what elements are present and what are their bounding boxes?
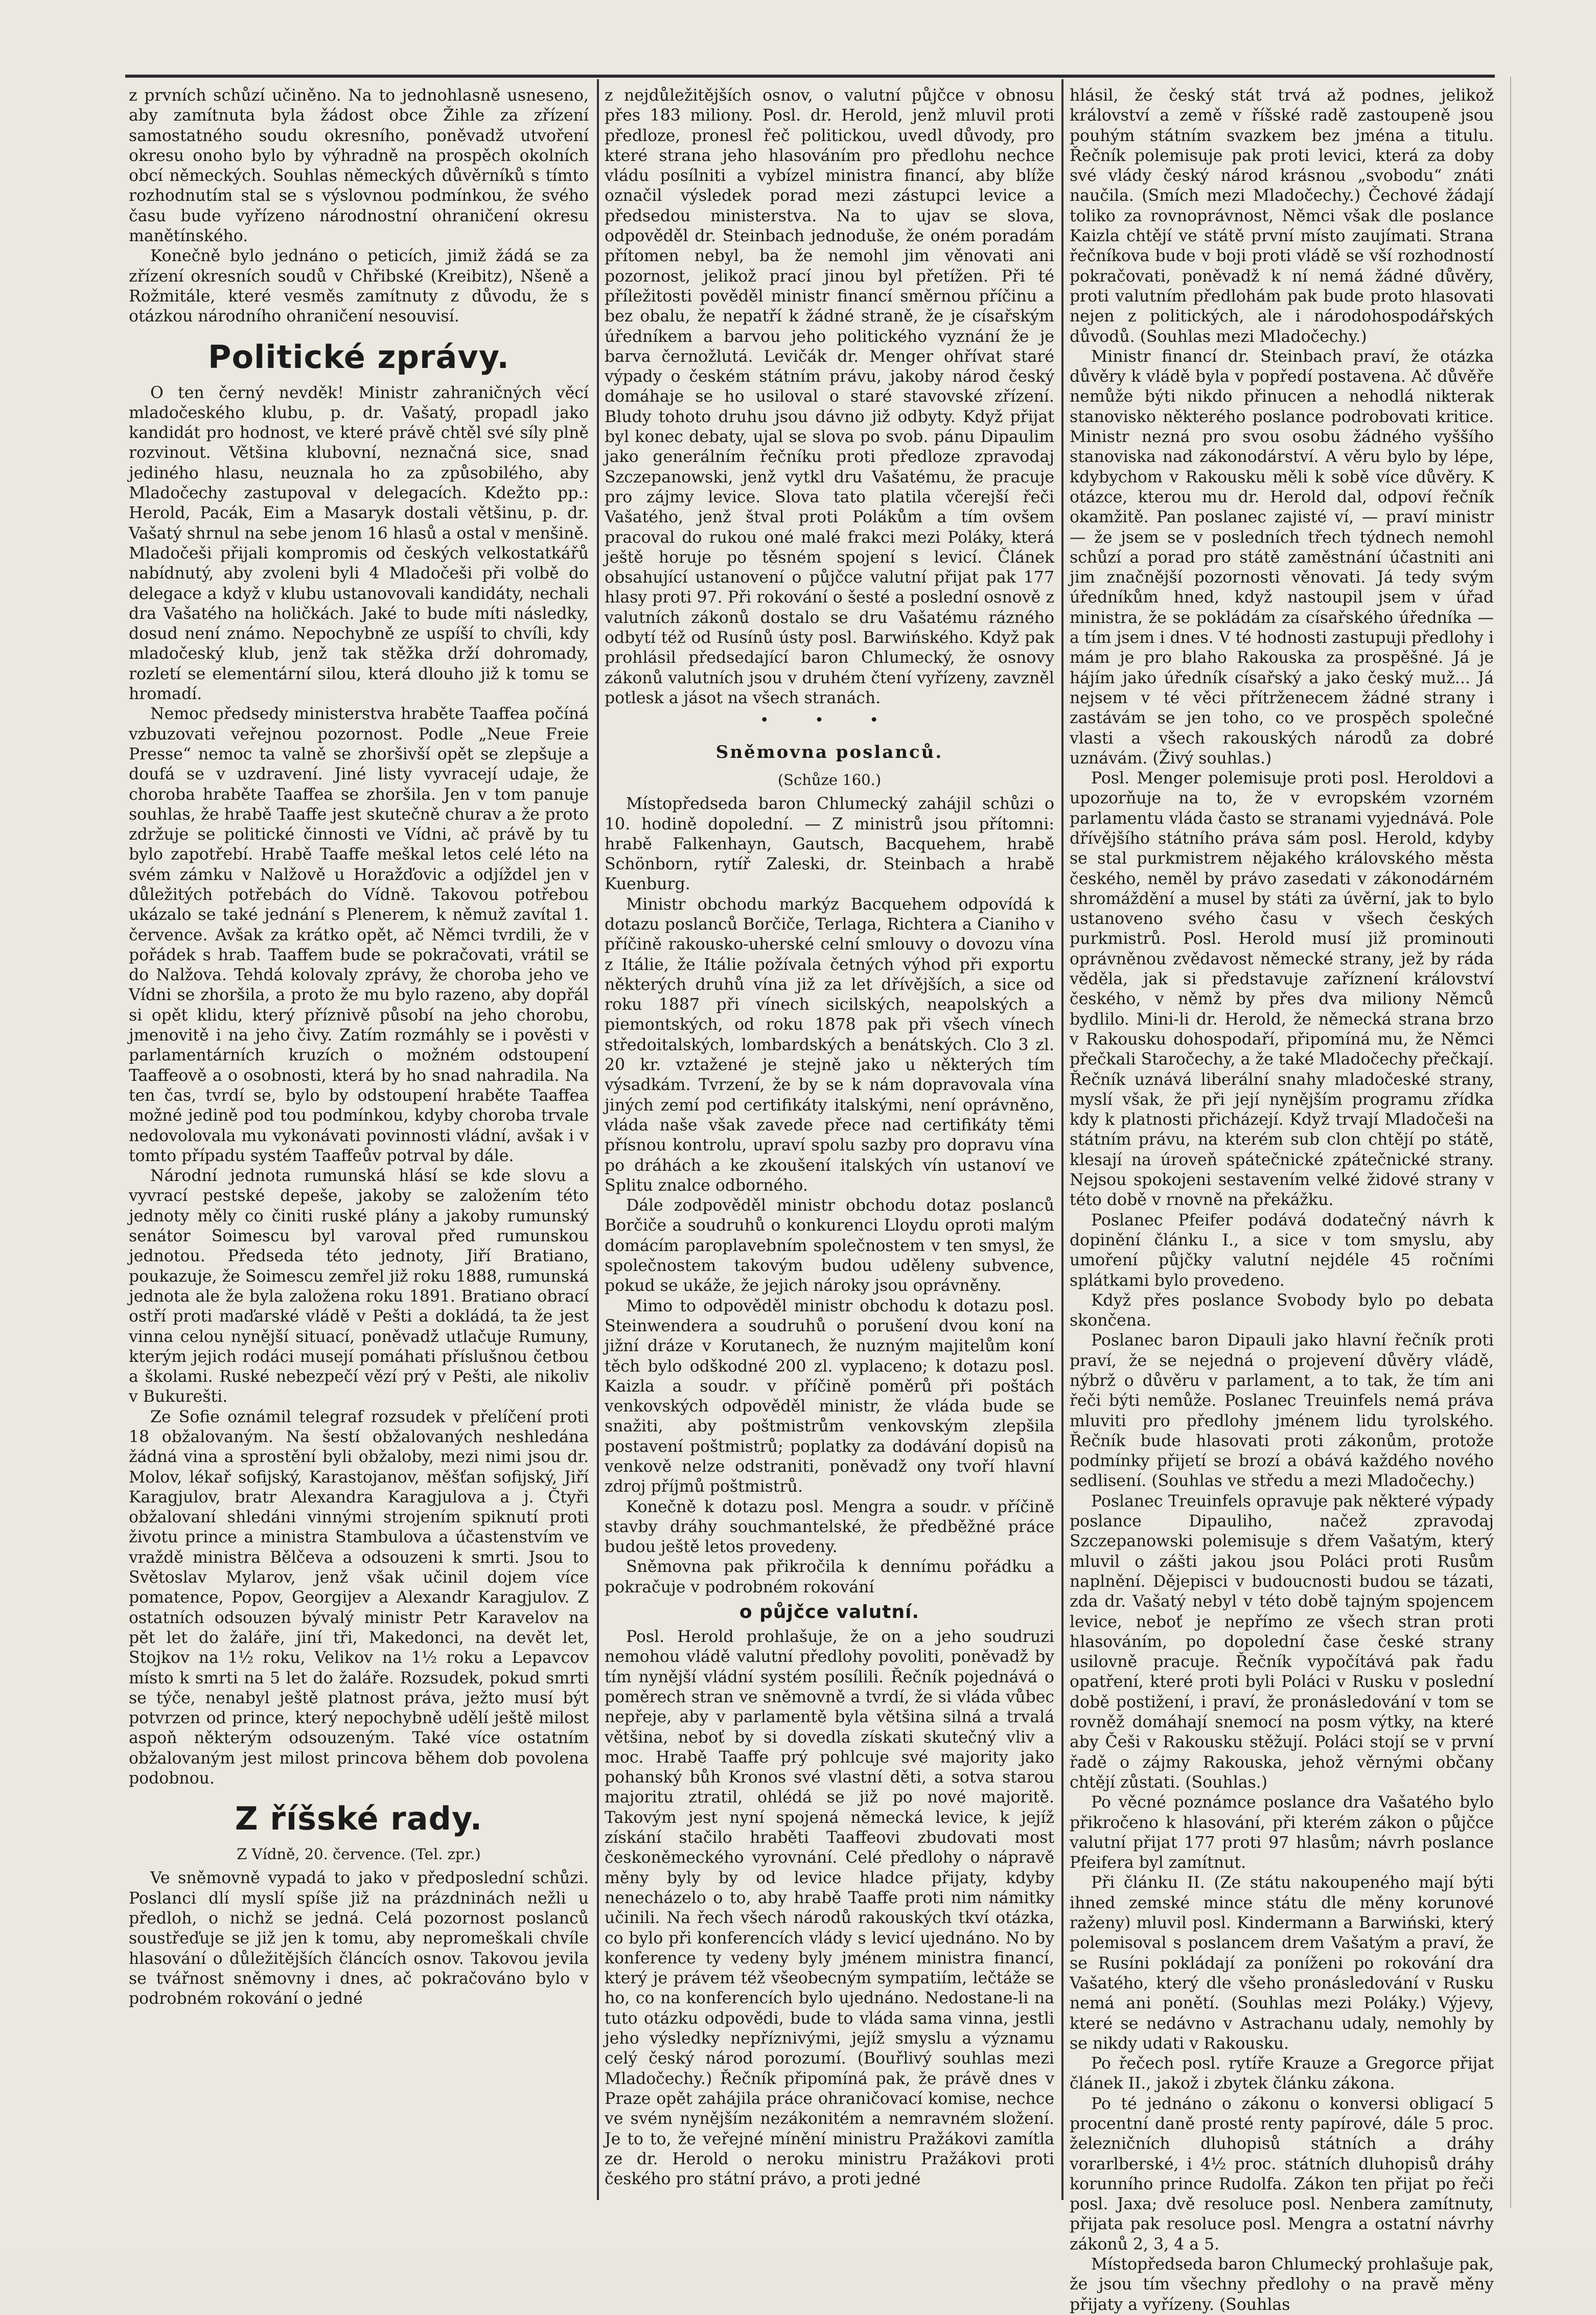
paragraph: Nemoc předsedy ministerstva hraběte Taaffea počíná vzbuzovati veřejnou pozornost. Podle „Neue Freie Presse“ nemoc ta valně se zhoršivší opět se zlepšuje a doufá se v uzdravení. Jiné listy vyvracejí udaje, že choroba hraběte Taaffea se zhoršila. Jen v tom panuje souhlas, že hrabě Taaffe jest skutečně churav a že proto zdržuje se politické činnosti ve Vídni, ač právě by tu bylo zapotřebí. Hrabě Taaffe meškal letos celé léto na svém zámku v Nalžově u Horažďovic a odjíždel jen v důležitých potřebách do Vídně. Takovou potřebou ukázalo se také jednání s Plenerem, k němuž zavítal 1. července. Avšak za krátko opět, ač Němci tvrdili, že v pořádek s hrab. Taaffem bude se pokračovati, vrátil se do Nalžova. Tehdá kolovaly zprávy, že choroba jeho ve Vídni se zhoršila, a proto že mu bylo razeno, aby dopřál si opět klidu, který příznivě působí na jeho chorobu, jmenovitě i na jeho čivy. Zatím rozmáhly se i pověsti v parlamentárních kruzích o možném odstoupení Taaffeově a o osobnosti, která by ho snad nahradila. Na ten čas, tvrdí se, bylo by odstoupení hraběte Taaffea možné jedině pod tou podmínkou, kdyby choroba trvale nedovolovala mu vykonávati povinnosti vládní, avšak i v tomto případu systém Taaffeův potrval by dále. — [129, 705, 589, 1165]
dateline: Z Vídně, 20. července. (Tel. zpr.) — [237, 1845, 481, 1863]
paragraph: Posl. Menger polemisuje proti posl. Heroldovi a upozorňuje na to, že v evropském vzorném parlamentu vláda často se stranami vyjednává. Pole dřívějšího státního práva sám posl. Herold, kdyby se stal purkmistrem nějakého královského města českého, neměl by právo zasedati v zákonodárném shromáždění a musel by státi za úvěrní, jak to bylo ustanoveno svého času v všech českých purkmistrů. Posl. Herold musí již prominouti oprávněnou zvědavost německé strany, jež by ráda věděla, jak si představuje zaříznení království českého, v němž by přes dva miliony Němců bydlilo. Mini-li dr. Herold, že německá strana brzo v Rakousku dohospodaří, připomíná mu, že Němci přečkali Staročechy, a že také Mladočechy přečkají. Řečník uznává liberální snahy mladočeské strany, myslí však, že při její nynějším programu zřídka kdy k platnosti přicházejí. Když trvají Mladočeši na státním právu, na kterém sub clon chtějí po státě, klesají na úroveň spátečnické zpátečnické strany. Nejsou spokojeni sestavením velké židové strany v této době v rnovně na překážku. — [1070, 769, 1494, 1210]
column-1 — [129, 86, 589, 2202]
column-divider-2 — [1061, 79, 1063, 2200]
column-3 — [1070, 86, 1494, 2314]
paragraph: Poslanec Pfeifer podává dodatečný návrh k dopinění článku I., a sice v tom smyslu, aby umoření půjčky valutní nejdéle 45 ročními splátkami bylo provedeno. — [1070, 1211, 1494, 1290]
paragraph: Konečně bylo jednáno o peticích, jimiž žádá se za zřízení okresních soudů v Chřibské (Kreibitz), Nšeně a Rožmitále, které vesměs zamítnuty z důvodu, že s otázkou národního ohraničení nesouvisí. — [129, 247, 589, 326]
paragraph: Ministr obchodu markýz Bacquehem odpovídá k dotazu poslanců Borčiče, Terlaga, Richtera a Cianiho v příčině rakousko-uherské celní smlouvy o dovozu vína z Itálie, že Itálie požívala četných výhod při exportu některých druhů vína již za let dřívějších, a sice od roku 1887 při vínech sicilských, neapolských a piemontských, od roku 1878 pak při všech vínech středoitalských, lombardských a benátských. Clo 3 zl. 20 kr. vztažené je stejně jako u některých tím výsadkám. Tvrzení, že by se k nám dopravovala vína jiných zemí pod certifikáty italskými, není oprávněno, vláda naše však zavede přece nad certifikáty těmi přísnou kontrolu, upraví spolu sazby pro dopravu vína po dráhách a ke zkoušení italských vín ustanoví ve Splitu znalce odborného. — [605, 895, 1054, 1195]
section-heading-political-news: Politické zprávy. — [208, 338, 510, 376]
paragraph: Dále zodpověděl ministr obchodu dotaz poslanců Borčiče a soudruhů o konkurenci Lloydu oproti malým domácím paroplavebním společnostem v ten smysl, že společnostem takovým budou uděleny subvence, pokud se ukáže, že jejich nároky jsou oprávněny. — [605, 1196, 1054, 1295]
section-heading-chamber: Sněmovna poslanců. — [715, 742, 943, 763]
paragraph: Konečně k dotazu posl. Mengra a soudr. v příčině stavby dráhy souchmantelské, že předběžné práce budou ještě letos provedeny. — [605, 1497, 1054, 1557]
paragraph: Poslanec baron Dipauli jako hlavní řečník proti praví, že se nejedná o projevení důvěry vládě, nýbrž o důvěru v parlament, a to tak, že tím ani řeči býti nemůže. Poslanec Treuinfels nemá práva mluviti pro předlohy jménem lidu tyrolského. Řečník bude hlasovati proti zákonům, protože podmínky přijetí se brozí a obává každého nového sedlisení. (Souhlas ve středu a mezi Mladočechy.) — [1070, 1331, 1494, 1491]
paragraph: Ve sněmovně vypadá to jako v předposlední schůzi. Poslanci dlí myslí spíše již na prázdninách nežli u předloh, o nichž se jedná. Celá pozornost poslanců soustřeďuje se již jen k tomu, aby nepromeškali chvíle hlasování o důležitějších článcích osnov. Takovou jevila se tvářnost sněmovny i dnes, ač pokračováno bylo v podrobném rokování o jedné — [129, 1869, 589, 2008]
page-edge — [1510, 77, 1511, 2208]
section-heading-currency-loan: o půjčce valutní. — [739, 1602, 920, 1623]
top-rule — [125, 75, 1495, 78]
paragraph: z prvních schůzí učiněno. Na to jednohlasně usneseno, aby zamítnuta byla žádost obce Žihle za zřízení samostatného soudu okresního, poněvadž utvoření okresu onoho bylo by výhradně na prospěch okolních obcí německých. Souhlas německých důvěrníků s tímto rozhodnutím stal se s výslovnou podmínkou, že svého času bude vyřízeno národnostní ohraničení okresu manětínského. — [129, 86, 589, 246]
paragraph: hlásil, že český stát trvá až podnes, jelikož království a země v říšské radě zastoupeně jsou pouhým státním svazkem bez jména a titulu. Řečník polemisuje pak proti levici, která za doby své vlády český národ krásnou „svobodu“ znáti naučila. (Smích mezi Mladočechy.) Čechové žádají toliko za rovnoprávnost, Němci však dle poslance Kaizla chtějí ve státě první místo zaujímati. Strana řečníkova bude v boji proti vládě se vší rozhodností pokračovati, poněvadž k ní nemá žádné důvěry, proti valutním předlohám pak bude proto hlasovati nejen z politických, ale i národohospodářských důvodů. (Souhlas mezi Mladočechy.) — [1070, 86, 1494, 346]
paragraph: Místopředseda baron Chlumecký prohlašuje pak, že jsou tím všechny předlohy o na pravě měny přijaty a vyřízeny. (Souhlas — [1070, 2255, 1494, 2314]
section-heading-imperial-council: Z říšské rady. — [235, 1800, 483, 1838]
paragraph: Když přes poslance Svobody bylo po debata skončena. — [1070, 1291, 1494, 1330]
paragraph: Po té jednáno o zákonu o konversi obligací 5 procentní daně prosté renty papírové, dále 5 proc. železničních dluhopisů státních a dráhy vorarlberské, i 4½ proc. státních dluhopisů dráhy korunního prince Rudolfa. Zákon ten přijat po řeči posl. Jaxa; dvě resoluce posl. Nenbera zamítnuty, přijata pak resoluce posl. Mengra a ostatní návrhy zákonů 2, 3, 4 a 5. — [1070, 2094, 1494, 2254]
paragraph: Poslanec Treuinfels opravuje pak některé výpady poslance Dipauliho, načež zpravodaj Szczepanowski polemisuje s dřem Vašatým, který mluvil o zášti jakou jsou Poláci proti Rusům naplnění. Dějepisci v budoucnosti budou se tázati, zda dr. Vašatý nebyl v této době tajným spojencem levice, neboť je nepřímo ze všech stran proti hlasováním, po dopolední čase české strany usilovně pracuje. Řečník vypočítává pak řadu opatření, které proti byli Poláci v Rusku v poslední době postižení, i praví, že pronásledování v tom se rovněž domáhají snemocí na posm výtky, na které aby Češi v Rakousku stěžují. Poláci stojí se v první řadě o zájmy Rakouska, jehož věrnými občany chtějí zůstati. (Souhlas.) — [1070, 1492, 1494, 1792]
paragraph: Posl. Herold prohlašuje, že on a jeho soudruzi nemohou vládě valutní předlohy povoliti, poněvadž by tím nynější vládní systém posílili. Řečník pojednává o poměrech stran ve sněmovně a tvrdí, že si vláda vůbec nepřeje, aby v parlamentě byla většina silná a trvalá většina, neboť by si dovedla získati skutečný vliv a moc. Hrabě Taaffe prý pohlcuje své majority jako pohanský bůh Kronos své vlastní děti, a sotva starou majoritu ztratil, ohlédá se již po nové majoritě. Takovým jest nyní spojená německá levice, k jejíž získání stačilo hraběti Taaffeovi zbudovati most českoněmeckého vyrovnání. Celé předlohy o nápravě měny byly by od levice hladce přijaty, kdyby nenecházelo o to, aby hrabě Taaffe proti nim námitky učinili. Na řech všech národů rakouských tkví otázka, co bylo při konferencích vlády s levicí ujednáno. No by konference ty vedeny byly jménem ministra financí, který je právem též všeobecným sympatiím, lečtáže se ho, co na konferencích bylo ujednáno. Nedostane-li na tuto otázku odpovědi, bude to vláda sama vinna, jestli jeho výsledky nepříznivými, jejíž smyslu a významu celý český národ porozumí. (Bouřlivý souhlas mezi Mladočechy.) Řečník připomíná pak, že právě dnes v Praze opět zahájila práce ohraničovací komise, nechce ve svém nynějším nezákonitém a nemravném složení. Je to to, že veřejné mínění ministru Pražákovi zamítla ze dr. Herold o neroku ministru Pražákovi proti českého pro státní právo, a proti jedné — [605, 1628, 1054, 2189]
paragraph: Po věcné poznámce poslance dra Vašatého bylo přikročeno k hlasování, při kterém zákon o půjčce valutní přijat 177 proti 97 hlasům; návrh poslance Pfeifera byl zamítnut. — [1070, 1793, 1494, 1872]
paragraph: Ze Sofie oznámil telegraf rozsudek v přelíčení proti 18 obžalovaným. Na šestí obžalovaných neshledána žádná vina a sprostění byli obžaloby, mezi nimi jsou dr. Molov, lékař sofijský, Karastojanov, měšťan sofijský, Jiří Karagjulov, bratr Alexandra Karagjulova a j. Čtyři obžalovaní shledáni vinnými strojením spiknutí proti životu prince a ministra Stambulova a účastenstvím ve vraždě ministra Bělčeva a odsouzeni k smrti. Jsou to Světoslav Mylarov, jenž však učinil dojem více pomatence, Popov, Georgijev a Alexandr Karagjulov. Z ostatních odsouzen bývalý ministr Petr Karavelov na pět let do žaláře, jiní tři, Makedonci, na devět let, Stojkov na 1½ roku, Velikov na 1½ roku a Lepavcov místo k smrti na 5 let do žaláře. Rozsudek, pokud smrti se týče, nenabyl ještě platnost práva, ježto musí být potvrzen od prince, který nepochybně udělí ještě milost aspoň některým odsouzeným. Také více ostatním obžalovaným jest milost princova během dob povolena podobnou. — [129, 1407, 589, 1788]
paragraph: Ministr financí dr. Steinbach praví, že otázka důvěry k vládě byla v popředí postavena. Ač důvěře nemůže býti nikdo přinucen a nehodlá nikterak stanovisko některého poslance podrobovati kritice. Ministr nezná pro svou osobu žádného vyššího stanoviska nad zákonodárství. A věru bylo by lépe, kdybychom v Rakousku měli k sobě více důvěry. K otázce, kterou mu dr. Herold dal, odpoví řečník okamžitě. Pan poslanec zajisté ví, — praví ministr — že jsem se v posledních třech týdnech nemohl schůzí a porad pro státě zaměstnání účastniti ani jim značnější pozornosti věnovati. Já tedy svým úředníkům hned, když nastoupil jsem v úřad ministra, že se pokládám za císařského úředníka — a tím jsem i dnes. V té hodnosti zastupuji předlohy i mám je pro blaho Rakouska za prospěšné. Já je hájím jako úředník císařský a jako český muž... Já nejsem v té věci přítrženecem žádné strany i zastávám se jen toho, co ve prospěch společné vlasti a všech rakouských národů za dobré uznávám. (Živý souhlas.) — [1070, 347, 1494, 768]
column-2 — [605, 86, 1054, 2202]
column-divider-1 — [597, 79, 599, 2200]
paragraph: Sněmovna pak přikročila k dennímu pořádku a pokračuje v podrobném rokování — [605, 1558, 1054, 1596]
paragraph: Při článku II. (Ze státu nakoupeného mají býti ihned zemské mince státu dle měny korunové raženy) mluvil posl. Kindermann a Barwiński, který polemisoval s poslancem drem Vašatým a praví, že se Rusíni pokládají za poníženi po rokování dra Vašatého, který dle všeho pronásledování v Rusku nemá ani ponětí. (Souhlas mezi Poláky.) Výjevy, které se nedávno v Astrachanu udaly, nemohly by se nikdy udati v Rakousku. — [1070, 1873, 1494, 2053]
paragraph: O ten černý nevděk! Ministr zahraničných věcí mladočeského klubu, p. dr. Vašatý, propadl jako kandidát pro hodnost, ve které právě chtěl své síly plně rozvinout. Většina klubovní, neznačná sice, snad jediného hlasu, neuznala ho za způsobilého, aby Mladočechy zastupoval v delegacích. Kdežto pp.: Herold, Pacák, Eim a Masaryk dostali většinu, p. dr. Vašatý shrnul na sebe jenom 16 hlasů a ostal v menšině. Mladočeši přijali kompromis od českých velkostatkářů nabídnutý, aby zvoleni byli 4 Mladočeši při volbě do delegace a když v klubu ustanovovali kandidáty, nechali dra Vašatého na holičkách. Jaké to bude míti následky, dosud není známo. Nepochybně ze uspíší to chvíli, kdy mladočeský klub, jenž tak stěžka drží dohromady, rozletí se elementární silou, která dlouho již k tomu se hromadí. — [129, 383, 589, 704]
paragraph: Místopředseda baron Chlumecký zahájil schůzi o 10. hodině dopolední. — Z ministrů jsou přítomni: hrabě Falkenhayn, Gautsch, Bacquehem, hrabě Schönborn, rytíř Zaleski, dr. Steinbach a hrabě Kuenburg. — [605, 795, 1054, 894]
paragraph: Mimo to odpověděl ministr obchodu k dotazu posl. Steinwendera a soudruhů o porušení dvou koní na jižní dráze v Korutanech, že nuzným majitelům koní těch bylo odškodné 200 zl. vyplaceno; k dotazu posl. Kaizla a soudr. v příčině poměrů při poštách venkovských odpověděl ministr, že vláda bude se snažiti, aby poštmistrům venkovským zlepšila postavení poštmistrů; poplatky za dodávání dopisů na venkově nelze odstraniti, poněvadž ony tvoří hlavní zdroj příjmů poštmistrů. — [605, 1297, 1054, 1496]
paragraph: z nejdůležitějších osnov, o valutní půjčce v obnosu přes 183 miliony. Posl. dr. Herold, jenž mluvil proti předloze, pronesl řeč politickou, uvedl důvody, pro které strana jeho hlasováním pro předlohu nechce vládu posílniti a vybízel ministra financí, aby blíže označil výsledek porad mezi zástupci levice a předsedou ministerstva. Na to ujav se slova, odpověděl dr. Steinbach jednoduše, že oném poradám přítomen nebyl, ba že nemohl jim věnovati ani pozornost, jelikož prací jinou byl přetížen. Při té příležitosti pověděl ministr financí směrnou příčinu a bez obalu, že nepatří k žádné straně, že je císařským úředníkem a barvou jeho politického vyznání že je barva černožlutá. Levičák dr. Menger ohřívat staré výpady o českém státním právu, jakoby národ český domáhaje se ho usiloval o staré stavovské zřízení. Bludy tohoto druhu jsou dávno již odbyty. Když přijat byl konec debaty, ujal se slova po svob. pánu Dipaulim jako generálním řečníku proti předloze zpravodaj Szczepanowski, jenž vytkl dru Vašatému, že pracuje pro zájmy levice. Slova tato platila včerejší řeči Vašatého, jenž štval proti Polákům a tím ovšem pracoval do rukou oné malé frakci mezi Poláky, která ještě horuje po těsném spojení s levicí. Článek obsahující ustanovení o půjčce valutní přijat pak 177 hlasy proti 97. Při rokování o šesté a poslední osnově z valutních zákonů dostalo se dru Vašatému rázného odbytí též od Rusínů ústy posl. Barwińského. Když pak prohlásil předsedající baron Chlumecký, že osnovy zákonů valutních jsou v druhém čtení vyřízeny, zavzněl potlesk a jásot na všech stranách. — [605, 86, 1054, 707]
separator-dots: • • • — [759, 711, 899, 730]
paragraph: Po řečech posl. rytíře Krauze a Gregorce přijat článek II., jakož i zbytek článku zákona. — [1070, 2054, 1494, 2093]
paragraph: Národní jednota rumunská hlásí se kde slovu a vyvrací pestské depeše, jakoby se založením této jednoty měly co činiti ruské plány a jakoby rumunský senátor Soimescu byl varoval před rumunskou jednotou. Předseda této jednoty, Jiří Bratiano, poukazuje, že Soimescu zemřel již roku 1888, rumunská jednota ale že byla založena roku 1891. Bratiano obrací ostří proti maďarské vládě v Pešti a dokládá, ta že jest vinna celou nynější situací, poněvadž utlačuje Rumuny, kterým jejich rodáci musejí pomáhati příslušnou četbou a školami. Ruské nebezpečí vězí prý v Pešti, ale nikoliv v Bukurešti. — [129, 1167, 589, 1406]
session-number: (Schůze 160.) — [777, 771, 882, 789]
